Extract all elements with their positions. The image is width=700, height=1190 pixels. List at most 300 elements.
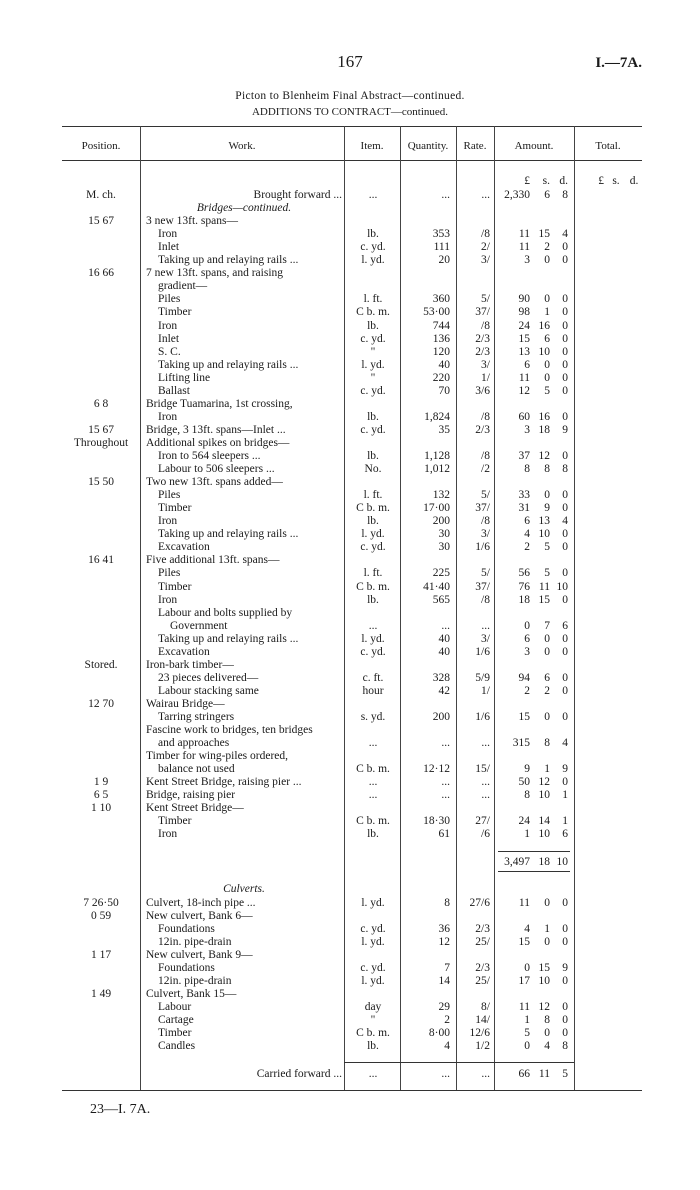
item-cell: l. ft. (363, 567, 383, 580)
amount-shillings-cell: 16 (538, 319, 550, 332)
work-cell: Timber (158, 580, 192, 593)
work-cell: Brought forward ... (253, 189, 342, 201)
quantity-cell: 111 (433, 241, 450, 254)
amount-shillings-cell: 0 (544, 358, 550, 371)
quantity-cell: 20 (438, 254, 450, 267)
amount-shillings-cell: 6 (544, 671, 550, 684)
amount-pounds-cell: 2 (524, 684, 530, 697)
amount-pence-cell: 0 (562, 410, 568, 423)
quantity-cell: ... (441, 189, 450, 201)
item-cell: No. (364, 463, 382, 476)
table-row (0, 1001, 700, 1014)
work-cell: Iron (158, 319, 178, 332)
rate-cell: 2/ (481, 241, 490, 254)
amount-pounds-cell: 8 (524, 789, 530, 802)
item-cell: c. yd. (360, 423, 386, 436)
amount-pence-cell: 8 (562, 1040, 568, 1052)
rate-cell: ... (481, 737, 490, 750)
quantity-cell: 36 (438, 923, 450, 935)
quantity-cell: 2 (444, 1014, 450, 1026)
work-cell: Timber (158, 1027, 192, 1039)
work-cell: New culvert, Bank 6— (146, 910, 253, 922)
item-cell: lb. (367, 593, 379, 606)
table-row (0, 975, 700, 988)
rate-cell: 3/ (481, 358, 490, 371)
work-cell: Inlet (158, 332, 180, 345)
amount-pence-cell: 8 (562, 189, 568, 201)
amount-shillings-cell: 0 (544, 645, 550, 658)
rate-cell: 2/3 (475, 962, 490, 974)
quantity-cell: 30 (438, 528, 450, 541)
position-cell: 1 10 (90, 802, 112, 815)
amount-pounds-cell: 0 (524, 619, 530, 632)
amount-pence-cell: 0 (562, 502, 568, 515)
amount-pence-cell: 9 (562, 423, 568, 436)
amount-pounds-cell: 90 (518, 293, 530, 306)
table-row (0, 1027, 700, 1040)
table-row (0, 815, 700, 828)
amount-shillings-cell: 4 (544, 1040, 550, 1052)
table-row (0, 910, 700, 923)
page-footer: 23—I. 7A. (90, 1102, 151, 1117)
rate-cell: 27/6 (469, 897, 490, 909)
table-row (0, 672, 700, 685)
amount-pounds-cell: 15 (518, 936, 530, 948)
work-cell: Bridges—continued. (196, 202, 292, 215)
rate-cell: /8 (481, 450, 490, 462)
amount-pounds-cell: 6 (524, 632, 530, 645)
amount-pence-cell: 0 (562, 567, 568, 580)
amount-shillings-cell: 9 (544, 502, 550, 515)
work-cell: Foundations (158, 923, 215, 935)
table-row (0, 489, 700, 502)
table-row (0, 554, 700, 567)
subtotal-pounds: 3,497 (504, 856, 530, 868)
rate-cell: 12/6 (469, 1027, 490, 1039)
rate-cell: 5/ (481, 567, 490, 580)
column-header-position: Position. (81, 140, 121, 152)
table-row (0, 698, 700, 711)
quantity-cell: 70 (438, 384, 450, 397)
quantity-cell: 200 (432, 711, 450, 723)
work-cell: Timber (158, 502, 192, 515)
work-cell: Culvert, 18-inch pipe ... (146, 897, 256, 909)
amount-pounds-cell: 13 (518, 345, 530, 358)
position-cell: 12 70 (88, 697, 114, 710)
item-cell: C b. m. (356, 306, 390, 319)
carried-forward-rule (344, 1062, 574, 1063)
amount-pounds-cell: 76 (518, 580, 530, 593)
table-row (0, 189, 700, 202)
amount-pence-cell: 6 (562, 619, 568, 632)
table-bottom-rule (62, 1090, 642, 1091)
amount-pounds-cell: 3 (524, 423, 530, 436)
quantity-cell: 328 (432, 671, 450, 684)
quantity-cell: 7 (444, 962, 450, 974)
rate-cell: 37/ (475, 580, 490, 593)
quantity-cell: 565 (432, 593, 450, 606)
amount-shillings-cell: 1 (544, 923, 550, 935)
table-row (0, 293, 700, 306)
rate-cell: 1/ (481, 684, 490, 697)
rate-cell: 1/6 (475, 645, 490, 658)
work-cell: Bridge Tuamarina, 1st crossing, (146, 397, 293, 410)
item-cell: l. yd. (361, 528, 385, 541)
rate-cell: 3/6 (475, 384, 490, 397)
subtotal-pence: 10 (556, 856, 568, 868)
document-title: Picton to Blenheim Final Abstract—continued. (235, 90, 465, 102)
item-cell: ... (368, 189, 378, 201)
position-cell: 1 9 (93, 776, 109, 789)
work-cell: Additional spikes on bridges— (146, 436, 290, 449)
table-row (0, 724, 700, 737)
work-cell: Piles (158, 489, 181, 502)
quantity-cell: 29 (438, 1001, 450, 1013)
amount-shillings-cell: 12 (538, 450, 550, 462)
amount-shillings-cell: 0 (544, 1027, 550, 1039)
work-cell: Five additional 13ft. spans— (146, 554, 280, 567)
column-header-work: Work. (228, 140, 256, 152)
amount-shillings-cell: 0 (544, 936, 550, 948)
item-cell: c. yd. (360, 332, 386, 345)
amount-shillings-cell: 14 (538, 815, 550, 828)
item-cell: s. yd. (360, 711, 386, 723)
rate-cell: 3/ (481, 528, 490, 541)
rate-cell: 8/ (481, 1001, 490, 1013)
work-cell: Lifting line (158, 371, 211, 384)
amount-pounds-cell: 18 (518, 593, 530, 606)
amount-shillings-cell: 12 (538, 776, 550, 789)
amount-shillings-cell: 15 (538, 962, 550, 974)
subtotal-shillings: 18 (538, 856, 550, 868)
amount-shillings-cell: 6 (544, 332, 550, 345)
amount-shillings-cell: 15 (538, 228, 550, 241)
rate-cell: 1/2 (475, 1040, 490, 1052)
document-subtitle: ADDITIONS TO CONTRACT—continued. (251, 106, 449, 118)
work-cell: Iron (158, 515, 178, 528)
table-row (0, 528, 700, 541)
work-cell: Candles (158, 1040, 196, 1052)
amount-shillings-cell: 8 (544, 463, 550, 476)
rate-cell: 5/9 (475, 671, 490, 684)
quantity-cell: 14 (438, 975, 450, 987)
work-cell: Excavation (158, 541, 210, 554)
item-cell: c. yd. (360, 923, 386, 935)
amount-pence-cell: 0 (562, 645, 568, 658)
rate-cell: /2 (481, 463, 490, 476)
total-pence-head: d. (629, 175, 639, 187)
quantity-cell: 40 (438, 358, 450, 371)
table-row (0, 646, 700, 659)
amount-shillings-cell: 10 (538, 528, 550, 541)
item-cell: hour (362, 684, 384, 697)
currency-heads (0, 175, 700, 188)
quantity-cell: 1,012 (424, 463, 450, 476)
subtotal-rule (498, 871, 570, 872)
table-row (0, 737, 700, 750)
amount-pounds-cell: 15 (518, 332, 530, 345)
page-number: 167 (337, 52, 363, 71)
amount-pence-cell: 4 (562, 515, 568, 528)
carried-forward-pounds: 66 (518, 1068, 530, 1080)
amount-pence-cell: 0 (562, 450, 568, 462)
quantity-cell: 30 (438, 541, 450, 554)
amount-pence-head: d. (559, 175, 568, 187)
amount-pounds-cell: 4 (524, 923, 530, 935)
amount-pence-cell: 0 (562, 371, 568, 384)
rate-cell: /8 (481, 228, 490, 241)
amount-pence-cell: 4 (562, 228, 568, 241)
table-row (0, 789, 700, 802)
amount-pence-cell: 0 (562, 776, 568, 789)
item-cell: C b. m. (356, 815, 390, 828)
table-row (0, 763, 700, 776)
rate-cell: 37/ (475, 502, 490, 515)
item-cell: " (370, 371, 376, 384)
table-row (0, 476, 700, 489)
amount-shillings-cell: 0 (544, 711, 550, 723)
table-row (0, 659, 700, 672)
amount-pence-cell: 0 (562, 528, 568, 541)
amount-pence-cell: 0 (562, 1014, 568, 1026)
table-row (0, 463, 700, 476)
amount-pounds-cell: 15 (518, 711, 530, 723)
item-cell: " (370, 345, 376, 358)
work-cell: Iron (158, 828, 178, 841)
carried-forward-shillings: 11 (538, 1068, 550, 1080)
amount-shillings-cell: 2 (544, 241, 550, 254)
item-cell: l. yd. (361, 632, 385, 645)
amount-pounds-cell: 5 (524, 1027, 530, 1039)
table-row (0, 750, 700, 763)
work-cell: Inlet (158, 241, 180, 254)
item-cell: lb. (367, 515, 379, 528)
amount-pence-cell: 0 (562, 923, 568, 935)
work-cell: Government (170, 619, 228, 632)
work-cell: gradient— (158, 280, 208, 293)
amount-pounds-cell: 12 (518, 384, 530, 397)
rate-cell: 2/3 (475, 923, 490, 935)
amount-shillings-cell: 16 (538, 410, 550, 423)
table-row (0, 267, 700, 280)
amount-pence-cell: 8 (562, 463, 568, 476)
work-cell: Bridge, 3 13ft. spans—Inlet ... (146, 423, 286, 436)
amount-shillings-cell: 11 (538, 580, 550, 593)
amount-pence-cell: 0 (562, 975, 568, 987)
amount-shillings-cell: 1 (544, 763, 550, 776)
position-cell: 1 17 (90, 949, 112, 961)
page-reference: I.—7A. (595, 55, 642, 71)
quantity-cell: 8 (444, 897, 450, 909)
work-cell: Excavation (158, 645, 210, 658)
amount-shillings-cell: 5 (544, 541, 550, 554)
table-row (0, 897, 700, 910)
item-cell: lb. (367, 228, 379, 241)
quantity-cell: 61 (438, 828, 450, 841)
position-cell: 0 59 (90, 910, 112, 922)
column-header-total: Total. (595, 140, 621, 152)
item-cell: l. ft. (363, 293, 383, 306)
quantity-cell: ... (441, 737, 450, 750)
table-row (0, 988, 700, 1001)
quantity-cell: 1,128 (424, 450, 450, 462)
work-cell: Labour (158, 1001, 192, 1013)
rate-cell: 3/ (481, 632, 490, 645)
amount-shillings-cell: 7 (544, 619, 550, 632)
amount-shillings-cell: 0 (544, 489, 550, 502)
column-header-amount: Amount. (514, 140, 554, 152)
rate-cell: 2/3 (475, 423, 490, 436)
table-row (0, 581, 700, 594)
amount-pounds-cell: 11 (518, 1001, 530, 1013)
rate-cell: 15/ (475, 763, 490, 776)
table-row (0, 437, 700, 450)
carried-forward-label: Carried forward ... (256, 1068, 342, 1080)
work-cell: Timber (158, 306, 192, 319)
item-cell: c. yd. (360, 384, 386, 397)
amount-pounds-cell: 33 (518, 489, 530, 502)
work-cell: Iron (158, 410, 178, 423)
amount-pence-cell: 0 (562, 241, 568, 254)
item-cell: lb. (367, 1040, 379, 1052)
amount-pence-cell: 0 (562, 293, 568, 306)
amount-pounds-cell: 11 (518, 241, 530, 254)
table-row (0, 685, 700, 698)
table-row (0, 711, 700, 724)
table-row (0, 280, 700, 293)
rate-cell: 14/ (475, 1014, 490, 1026)
table-row (0, 936, 700, 949)
culverts-heading: Culverts. (223, 883, 265, 895)
rate-cell: ... (481, 776, 490, 789)
carried-forward-rate: ... (481, 1068, 490, 1080)
carried-forward-pence: 5 (562, 1068, 568, 1080)
work-cell: Fascine work to bridges, ten bridges (146, 724, 313, 737)
position-cell: Throughout (73, 436, 129, 449)
amount-pence-cell: 0 (562, 358, 568, 371)
table-row (0, 515, 700, 528)
amount-pounds-cell: 98 (518, 306, 530, 319)
column-header-quantity: Quantity. (407, 140, 449, 152)
item-cell: ... (368, 619, 378, 632)
quantity-cell: ... (441, 776, 450, 789)
rate-cell: 5/ (481, 293, 490, 306)
amount-pence-cell: 0 (562, 384, 568, 397)
item-cell: l. yd. (361, 254, 385, 267)
position-cell: Stored. (84, 658, 118, 671)
amount-pounds-cell: 31 (518, 502, 530, 515)
quantity-cell: 17·00 (423, 502, 450, 515)
rate-cell: /6 (481, 828, 490, 841)
item-cell: c. yd. (360, 241, 386, 254)
amount-pounds-cell: 6 (524, 358, 530, 371)
item-cell: l. yd. (361, 358, 385, 371)
table-row (0, 1014, 700, 1027)
work-cell: Piles (158, 293, 181, 306)
item-cell: " (370, 1014, 376, 1026)
amount-pounds-cell: 17 (518, 975, 530, 987)
amount-pence-cell: 0 (562, 936, 568, 948)
work-cell: Iron-bark timber— (146, 658, 234, 671)
quantity-cell: 353 (432, 228, 450, 241)
table-header-rule (62, 160, 642, 161)
quantity-cell: 8·00 (428, 1027, 450, 1039)
amount-pence-cell: 9 (562, 962, 568, 974)
work-cell: and approaches (158, 737, 230, 750)
work-cell: Taking up and relaying rails ... (158, 528, 299, 541)
work-cell: Iron (158, 593, 178, 606)
table-row (0, 620, 700, 633)
table-row (0, 254, 700, 267)
amount-pounds-cell: 50 (518, 776, 530, 789)
quantity-cell: 120 (432, 345, 450, 358)
amount-pence-cell: 0 (562, 671, 568, 684)
table-row (0, 372, 700, 385)
table-row (0, 1040, 700, 1053)
position-cell: 15 67 (88, 215, 114, 228)
amount-shillings-cell: 8 (544, 1014, 550, 1026)
table-row (0, 828, 700, 841)
amount-pence-cell: 4 (562, 737, 568, 750)
amount-pounds-cell: 0 (524, 962, 530, 974)
work-cell: Labour and bolts supplied by (158, 606, 293, 619)
table-row (0, 567, 700, 580)
amount-pounds-cell: 37 (518, 450, 530, 462)
subtotal-rule (498, 851, 570, 852)
item-cell: lb. (367, 319, 379, 332)
item-cell: C b. m. (356, 1027, 390, 1039)
quantity-cell: 136 (432, 332, 450, 345)
work-cell: Taking up and relaying rails ... (158, 358, 299, 371)
amount-pounds-cell: 1 (524, 1014, 530, 1026)
amount-pounds-cell: 56 (518, 567, 530, 580)
amount-shillings-cell: 0 (544, 371, 550, 384)
table-row (0, 306, 700, 319)
amount-shillings-cell: 0 (544, 632, 550, 645)
amount-pence-cell: 0 (562, 489, 568, 502)
item-cell: ... (368, 737, 378, 750)
carried-forward-item: ... (368, 1068, 378, 1080)
quantity-cell: 53·00 (423, 306, 450, 319)
quantity-cell: 4 (444, 1040, 450, 1052)
amount-pounds-cell: 4 (524, 528, 530, 541)
amount-pounds-cell: 1 (524, 828, 530, 841)
amount-pounds-cell: 8 (524, 463, 530, 476)
carried-forward-row (0, 1068, 700, 1081)
work-cell: Foundations (158, 962, 215, 974)
quantity-cell: 220 (432, 371, 450, 384)
quantity-cell: ... (441, 789, 450, 802)
table-row (0, 202, 700, 215)
table-row (0, 241, 700, 254)
amount-pounds-cell: 11 (518, 897, 530, 909)
rate-cell: 1/6 (475, 541, 490, 554)
amount-shillings-cell: 2 (544, 684, 550, 697)
work-cell: Taking up and relaying rails ... (158, 254, 299, 267)
item-cell: C b. m. (356, 502, 390, 515)
work-cell: 23 pieces delivered— (158, 671, 259, 684)
rate-cell: 1/ (481, 371, 490, 384)
rate-cell: 25/ (475, 936, 490, 948)
amount-pence-cell: 0 (562, 684, 568, 697)
amount-shillings-cell: 0 (544, 897, 550, 909)
quantity-cell: 132 (432, 489, 450, 502)
quantity-cell: ... (441, 619, 450, 632)
position-cell: 15 67 (88, 423, 114, 436)
amount-pence-cell: 0 (562, 593, 568, 606)
position-cell: 15 50 (88, 476, 114, 489)
quantity-cell: 40 (438, 632, 450, 645)
